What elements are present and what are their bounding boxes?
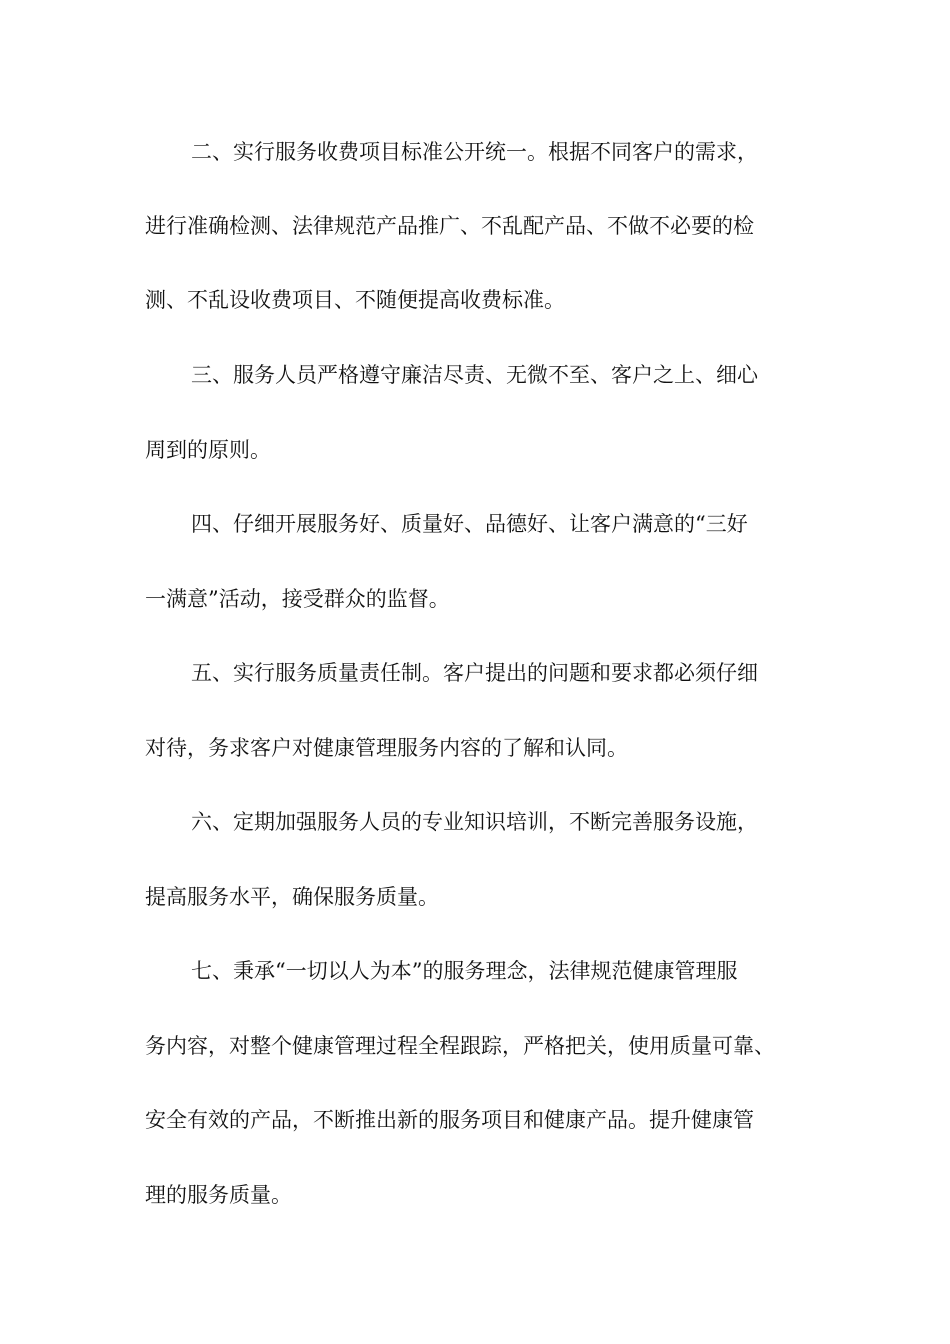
paragraph-7-line-3: 安全有效的产品，不断推出新的服务项目和健康产品。提升健康管 [145,1108,754,1132]
paragraph-3-line-1: 三、服务人员严格遵守廉洁尽责、无微不至、客户之上、细心 [191,363,758,387]
paragraph-5-line-2: 对待，务求客户对健康管理服务内容的了解和认同。 [145,736,628,760]
paragraph-4-line-1: 四、仔细开展服务好、质量好、品德好、让客户满意的“三好 [191,512,748,536]
paragraph-7-line-1: 七、秉承“一切以人为本”的服务理念，法律规范健康管理服 [191,959,738,983]
paragraph-6-line-1: 六、定期加强服务人员的专业知识培训，不断完善服务设施， [191,810,758,834]
paragraph-2-line-1: 二、实行服务收费项目标准公开统一。根据不同客户的需求， [191,140,758,164]
paragraph-6-line-2: 提高服务水平，确保服务质量。 [145,885,439,909]
paragraph-5-line-1: 五、实行服务质量责任制。客户提出的问题和要求都必须仔细 [191,661,758,685]
paragraph-2-line-3: 测、不乱设收费项目、不随便提高收费标准。 [145,288,565,312]
paragraph-7-line-4: 理的服务质量。 [145,1183,292,1207]
paragraph-4-line-2: 一满意”活动，接受群众的监督。 [145,587,450,611]
paragraph-2-line-2: 进行准确检测、法律规范产品推广、不乱配产品、不做不必要的检 [145,214,754,238]
paragraph-3-line-2: 周到的原则。 [145,438,271,462]
paragraph-7-line-2: 务内容，对整个健康管理过程全程跟踪，严格把关，使用质量可靠、 [145,1034,775,1058]
